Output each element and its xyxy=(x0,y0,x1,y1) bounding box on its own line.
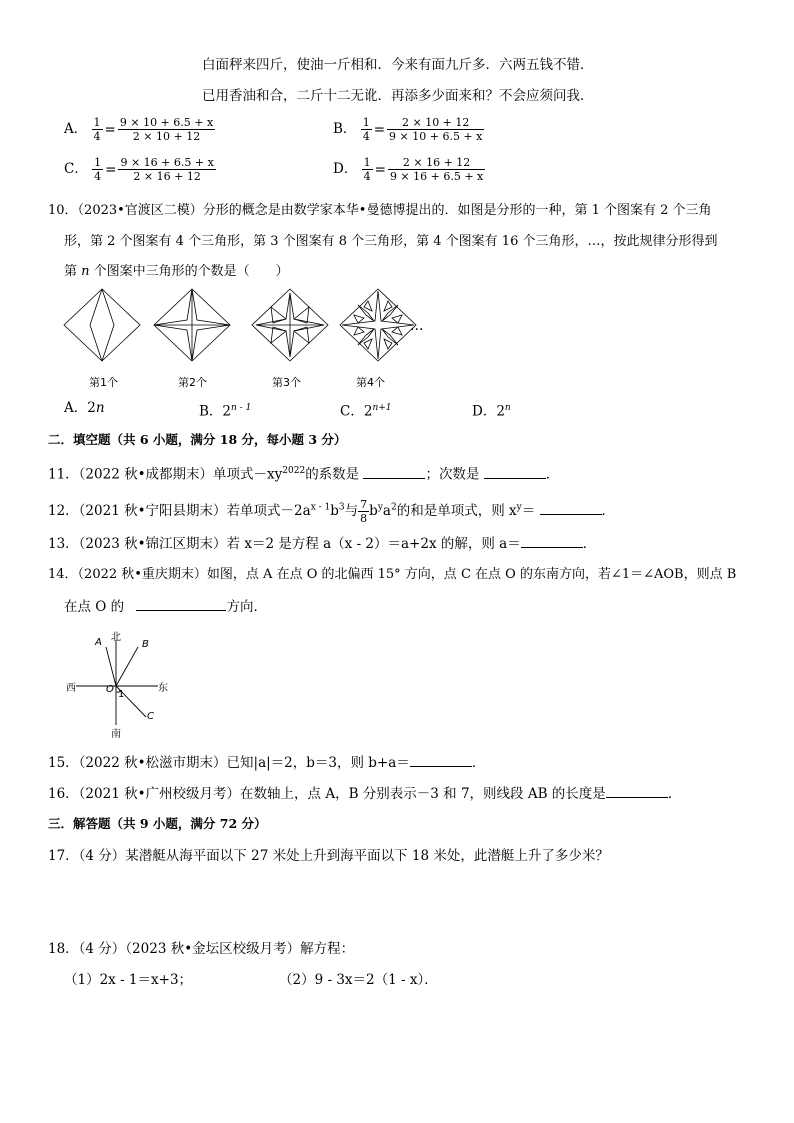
q13: 13．（2023 秋•锦江区期末）若 x＝2 是方程 a（x - 2）＝a+2x 的解，则 a＝ ． xyxy=(48,536,597,552)
q10-option-c[interactable]: C．$2^{n+1}$ xyxy=(340,403,392,420)
q18-part-1: （1）2x - 1＝x+3； xyxy=(64,972,193,988)
ray-oa xyxy=(106,647,116,686)
q14-line-2: 在点 O 的 方向． xyxy=(64,599,267,615)
compass-angle-1: 1 xyxy=(118,689,125,700)
verse-line-1: 白面秤来四斤，使油一斤相和．今来有面九斤多．六两五钱不错． xyxy=(202,57,594,73)
q9-option-c[interactable]: C． $\frac{1}{4}$ = $\frac{9 \times 16 + 6.5 + x}{2 \times 16 + 12}$ xyxy=(64,156,214,183)
compass-point-o: O xyxy=(106,684,114,695)
compass-north: 北 xyxy=(111,632,121,643)
fractal-figure-3 xyxy=(252,289,328,361)
q11: 11．（2022 秋•成都期末）单项式$-xy^{2022}$的系数是 ；次数是 ． xyxy=(48,466,560,483)
compass-point-b: B xyxy=(142,639,149,650)
q10-line-1: 10．（2023•官渡区二模）分形的概念是由数学家本华•曼德博提出的．如图是分形的一种，第 1 个图案有 2 个三角 xyxy=(48,203,712,218)
compass-point-a: A xyxy=(95,637,102,648)
q12-blank[interactable] xyxy=(540,502,602,515)
q17: 17．（4 分）某潜艇从海平面以下 27 米处上升到海平面以下 18 米处，此潜艇上升了多少米？ xyxy=(48,848,609,864)
q18-line-1: 18．（4 分）（2023 秋•金坛区校级月考）解方程： xyxy=(48,941,355,957)
fig-label-2: 第2个 xyxy=(178,376,207,389)
q16: 16．（2021 秋•广州校级月考）在数轴上，点 A，B 分别表示－3 和 7，则线段 AB 的长度是 ． xyxy=(48,786,682,802)
q15-blank[interactable] xyxy=(410,754,472,767)
fig-label-4: 第4个 xyxy=(356,376,385,389)
q11-blank-2[interactable] xyxy=(484,466,546,479)
fractal-figures xyxy=(60,285,440,365)
ray-ob xyxy=(116,647,138,686)
q10-line-2: 形，第 2 个图案有 4 个三角形，第 3 个图案有 8 个三角形，第 4 个图案有 16 个三角形，…，按此规律分形得到 xyxy=(64,234,718,249)
fractal-figure-1 xyxy=(64,289,140,361)
q14-line-1: 14．（2022 秋•重庆期末）如图，点 A 在点 O 的北偏西 15° 方向，点 C 在点 O 的东南方向，若∠1＝∠AOB，则点 B xyxy=(48,567,737,582)
compass-south: 南 xyxy=(111,729,121,740)
q10-line-3: 第 n 个图案中三角形的个数是（ ） xyxy=(64,264,289,279)
q10-option-a[interactable]: A．2n xyxy=(64,400,105,416)
section-2-heading: 二．填空题（共 6 小题，满分 18 分，每小题 3 分） xyxy=(48,432,347,447)
q10-option-d[interactable]: D．2$^n$ xyxy=(472,403,511,420)
compass-point-c: C xyxy=(147,711,154,722)
fractal-figure-2 xyxy=(154,289,230,361)
q12: 12．（2021 秋•宁阳县期末）若单项式$-2a^{x - 1}b^3$与 $\frac{7}{8}$ $b^ya^2$的和是单项式，则 $x^y=$ ． xyxy=(48,498,615,525)
fractal-figure-4 xyxy=(340,289,416,361)
q11-blank-1[interactable] xyxy=(363,466,425,479)
q15: 15．（2022 秋•松滋市期末）已知|a|＝2，b＝3，则 b+a＝ ． xyxy=(48,755,486,771)
q9-option-a[interactable]: A． $\frac{1}{4}$ = $\frac{9 \times 10 + 6.5 + x}{2 \times 10 + 12}$ xyxy=(64,116,214,143)
q9-option-d[interactable]: D． $\frac{1}{4}$ = $\frac{2 \times 16 + 12}{9 \times 16 + 6.5 + x}$ xyxy=(333,156,484,183)
fractal-ellipsis: … xyxy=(410,318,424,334)
verse-line-2: 已用香油和合，二斤十二无讹．再添多少面来和？不会应须问我． xyxy=(202,88,594,104)
compass-west: 西 xyxy=(66,683,76,694)
fig-label-3: 第3个 xyxy=(272,376,301,389)
fig-label-1: 第1个 xyxy=(89,376,118,389)
q14-blank[interactable] xyxy=(136,598,226,611)
q10-option-b[interactable]: B．2$^{n - 1}$ xyxy=(199,403,252,420)
q13-blank[interactable] xyxy=(521,535,583,548)
compass-east: 东 xyxy=(158,683,168,694)
q18-part-2: （2）9 - 3x＝2（1 - x）． xyxy=(279,972,438,988)
q16-blank[interactable] xyxy=(606,785,668,798)
section-3-heading: 三．解答题（共 9 小题，满分 72 分） xyxy=(48,816,267,831)
q9-option-b[interactable]: B． $\frac{1}{4}$ = $\frac{2 \times 10 + 12}{9 \times 10 + 6.5 + x}$ xyxy=(333,116,483,143)
